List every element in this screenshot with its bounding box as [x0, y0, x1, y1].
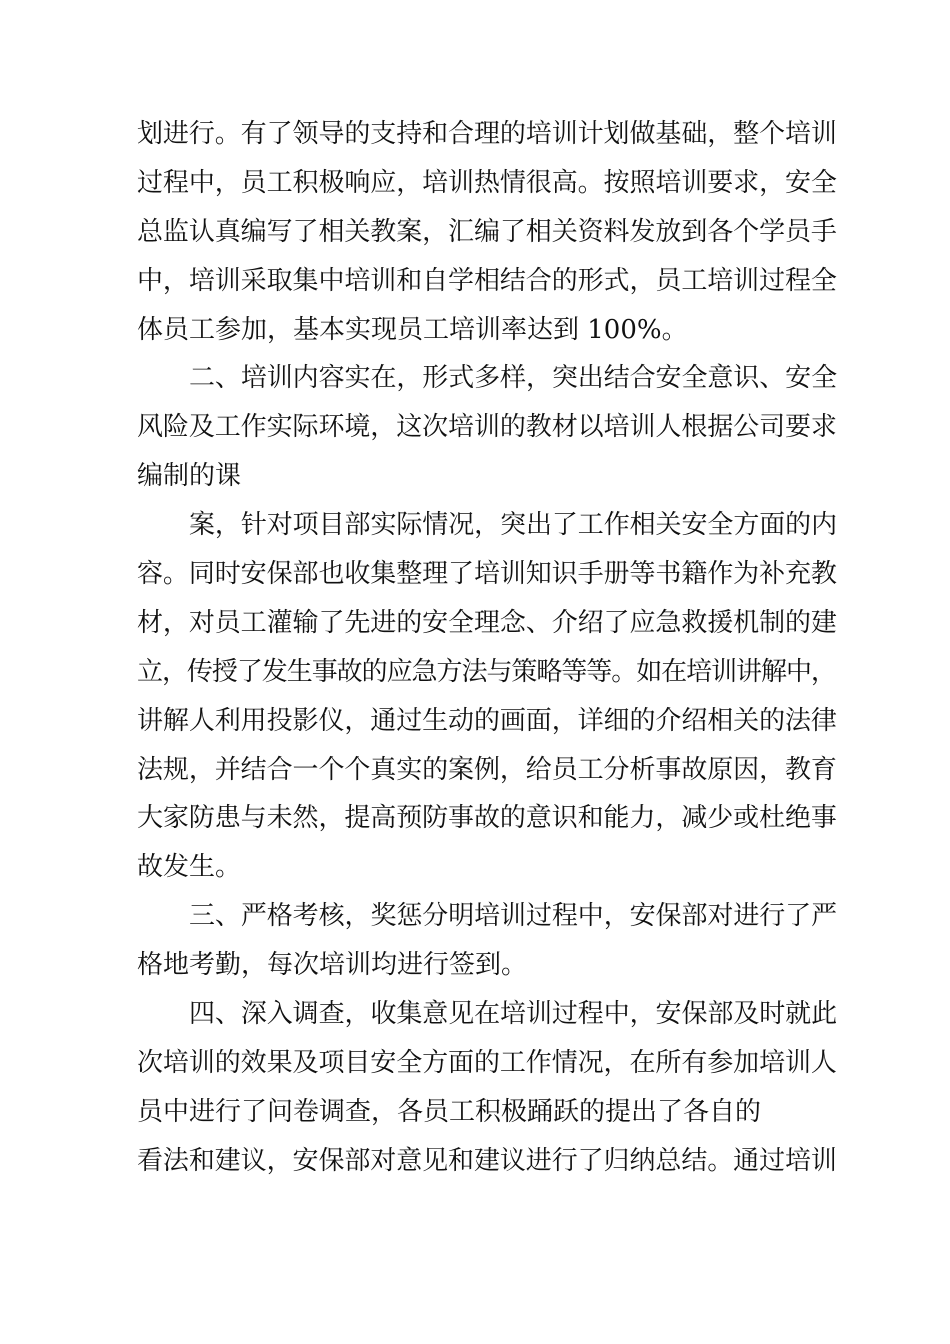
text-line: 故发生。	[137, 852, 242, 883]
text-line: 风险及工作实际环境，这次培训的教材以培训人根据公司要求	[137, 412, 837, 443]
text-line: 中，培训采取集中培训和自学相结合的形式，员工培训过程全	[137, 265, 837, 296]
text-line: 划进行。有了领导的支持和合理的培训计划做基础，整个培训	[137, 119, 837, 149]
text-line: 容。同时安保部也收集整理了培训知识手册等书籍作为补充教	[137, 559, 837, 590]
text-line: 体员工参加，基本实现员工培训率达到 100%。	[137, 314, 688, 345]
text-line: 四、深入调查，收集意见在培训过程中，安保部及时就此	[189, 999, 838, 1030]
text-line: 二、培训内容实在，形式多样，突出结合安全意识、安全	[189, 363, 838, 394]
text-line: 大家防患与未然，提高预防事故的意识和能力，减少或杜绝事	[137, 803, 837, 834]
text-line: 案，针对项目部实际情况，突出了工作相关安全方面的内	[189, 510, 838, 541]
text-line: 材，对员工灌输了先进的安全理念、介绍了应急救援机制的建	[137, 607, 837, 638]
text-line: 看法和建议，安保部对意见和建议进行了归纳总结。通过培训	[137, 1145, 837, 1176]
text-line: 法规，并结合一个个真实的案例，给员工分析事故原因，教育	[137, 754, 837, 785]
text-line: 立，传授了发生事故的应急方法与策略等等。如在培训讲解中，	[137, 656, 836, 687]
text-line: 三、严格考核，奖惩分明培训过程中，安保部对进行了严	[189, 901, 838, 932]
text-line: 编制的课	[137, 461, 242, 492]
text-line: 讲解人利用投影仪，通过生动的画面，详细的介绍相关的法律	[137, 705, 837, 736]
text-line: 格地考勤，每次培训均进行签到。	[137, 950, 528, 981]
text-line: 过程中，员工积极响应，培训热情很高。按照培训要求，安全	[137, 167, 837, 198]
text-line: 总监认真编写了相关教案，汇编了相关资料发放到各个学员手	[137, 216, 837, 247]
text-line: 员中进行了问卷调查，各员工积极踊跃的提出了各自的	[137, 1096, 762, 1127]
document-body	[137, 110, 837, 1186]
text-line: 次培训的效果及项目安全方面的工作情况，在所有参加培训人	[137, 1047, 837, 1078]
